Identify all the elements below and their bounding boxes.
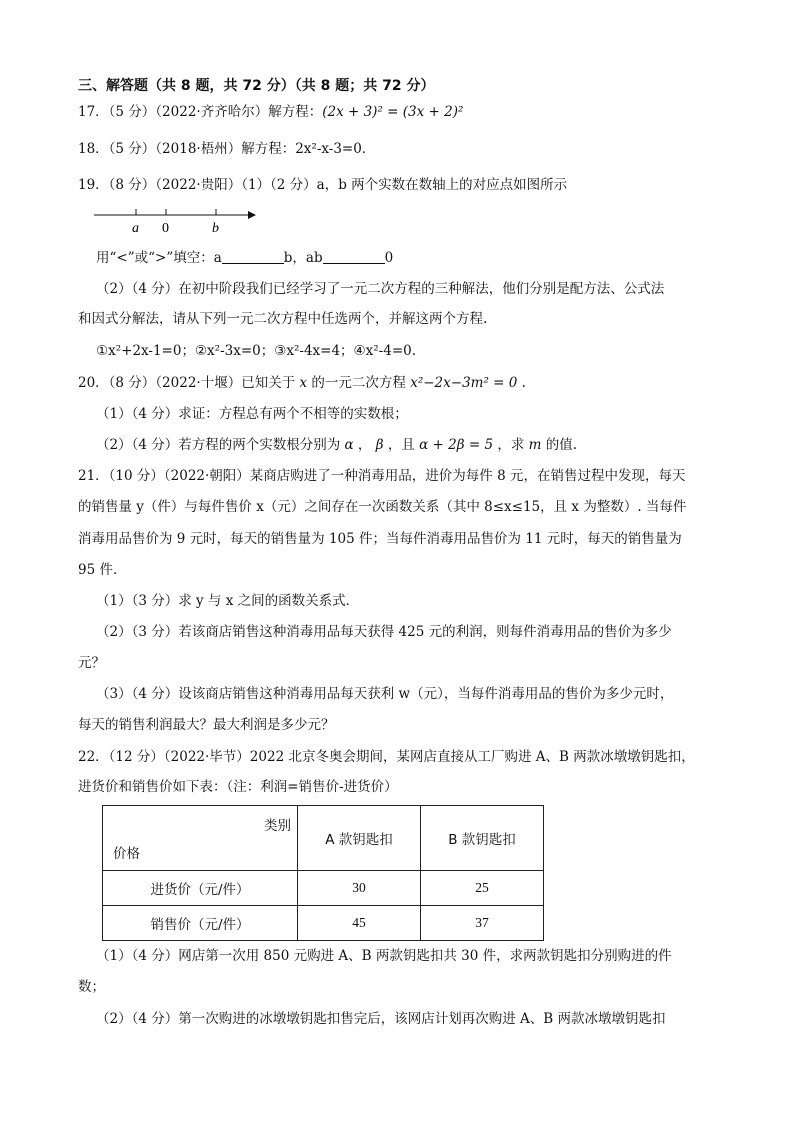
q21-part2-line2: 元？ [78, 655, 105, 671]
q22-line1: 22．（12 分）（2022·毕节）2022 北京冬奥会期间，某网店直接从工厂购进 A、B 两款冰墩墩钥匙扣， [78, 749, 695, 765]
arrow-right-icon [248, 211, 256, 219]
q19-part2-line2: 和因式分解法，请从下列一元二次方程中任选两个，并解这两个方程. [78, 311, 488, 327]
cell-b: 25 [421, 871, 544, 906]
q21-line2: 的销售量 y（件）与每件售价 x（元）之间存在一次函数关系（其中 8≤x≤15，且 x 为整数）. 当每件 [78, 499, 687, 515]
question-20-head [78, 373, 526, 393]
q20-part2-text-4: 的值. [541, 437, 578, 453]
q20-part2-text-1: （2）（4 分）若方程的两个实数根分别为 [96, 437, 345, 453]
q19-part2-line1: （2）（4 分）在初中阶段我们已经学习了一元二次方程的三种解法，他们分别是配方法、公式法 [96, 281, 665, 297]
q22-part2-line1: （2）（4 分）第一次购进的冰墩墩钥匙扣售完后，该网店计划再次购进 A、B 两款冰墩墩钥匙扣 [96, 1011, 666, 1027]
q20-text-3: . [517, 375, 526, 391]
question-19-head: 19．（8 分）（2022·贵阳）（1）（2 分）a，b 两个实数在数轴上的对应点如图所示 [78, 177, 568, 193]
q20-part2-text-2: ，且 [383, 437, 420, 453]
fill-text-3: 0 [384, 250, 394, 266]
q20-var-m: m [528, 437, 542, 453]
q17-equation: (2x + 3)² = (3x + 2)² [322, 104, 464, 120]
cell-a: 45 [298, 906, 421, 941]
row-label: 进货价（元/件） [103, 871, 298, 906]
row-label: 销售价（元/件） [103, 906, 298, 941]
question-18: 18．（5 分）（2018·梧州）解方程：2x²-x-3=0． [78, 141, 376, 157]
q20-part2 [96, 435, 577, 455]
price-table [102, 805, 544, 941]
q21-line4: 95 件． [78, 562, 127, 578]
fill-text-1: 用“<”或“>”填空：a [96, 250, 222, 266]
label-b: b [212, 221, 219, 236]
q20-var-x: x [299, 375, 308, 391]
q20-alpha: α [344, 437, 354, 453]
q20-text-2: 的一元二次方程 [307, 375, 411, 391]
q21-part2-line1: （2）（3 分）若该商店销售这种消毒用品每天获得 425 元的利润，则每件消毒用品的售价为多少 [96, 624, 672, 640]
question-17 [78, 102, 463, 122]
q20-equation: x²−2x−3m² = 0 [410, 375, 518, 391]
q21-part3-line1: （3）（4 分）设该商店销售这种消毒用品每天获利 w（元），当每件消毒用品的售价为多少元时， [96, 686, 674, 702]
q21-line3: 消毒用品售价为 9 元时，每天的销售量为 105 件；当每件消毒用品售价为 11 元时，每天的销售量为 [78, 531, 682, 547]
q22-line2: 进货价和销售价如下表：（注：利润=销售价-进货价） [78, 779, 398, 795]
cell-b: 37 [421, 906, 544, 941]
q20-text-1: 20．（8 分）（2022·十堰）已知关于 [78, 375, 300, 391]
q17-head: 17．（5 分）（2022·齐齐哈尔）解方程： [78, 104, 323, 120]
section-title: 三、解答题（共 8 题，共 72 分）（共 8 题；共 72 分） [78, 78, 435, 94]
blank-2[interactable] [323, 249, 385, 264]
q22-part1-line1: （1）（4 分）网店第一次用 850 元购进 A、B 两款钥匙扣共 30 件，求两款钥匙扣分别购进的件 [96, 948, 672, 964]
q21-part3-line2: 每天的销售利润最大？最大利润是多少元？ [78, 717, 335, 733]
blank-1[interactable] [222, 249, 284, 264]
q21-line1: 21．（10 分）（2022·朝阳）某商店购进了一种消毒用品，进价为每件 8 元，在销售过程中发现，每天 [78, 468, 686, 484]
header-corner-cell [103, 806, 298, 871]
label-zero: 0 [162, 221, 169, 236]
number-line [94, 206, 264, 236]
table-row [103, 906, 544, 941]
table-header-row [103, 806, 544, 871]
q20-part1: （1）（4 分）求证：方程总有两个不相等的实数根； [96, 406, 408, 422]
fill-text-2: b，ab [283, 250, 323, 266]
label-a: a [132, 221, 139, 236]
header-col-b: B 款钥匙扣 [421, 806, 544, 871]
q20-part2-text-3: ，求 [493, 437, 529, 453]
header-category: 类别 [264, 818, 291, 834]
q22-part1-line2: 数； [78, 979, 105, 995]
table-row [103, 871, 544, 906]
header-price: 价格 [113, 846, 140, 862]
q20-beta: β [375, 437, 384, 453]
header-col-a: A 款钥匙扣 [298, 806, 421, 871]
q21-part1: （1）（3 分）求 y 与 x 之间的函数关系式． [96, 593, 360, 609]
q19-options: ①x²+2x-1=0；②x²-3x=0；③x²-4x=4；④x²-4=0. [96, 343, 417, 359]
q19-fill-blank [96, 248, 393, 268]
cell-a: 30 [298, 871, 421, 906]
q20-comma: ， [353, 437, 376, 453]
q20-condition: α + 2β = 5 [419, 437, 494, 453]
